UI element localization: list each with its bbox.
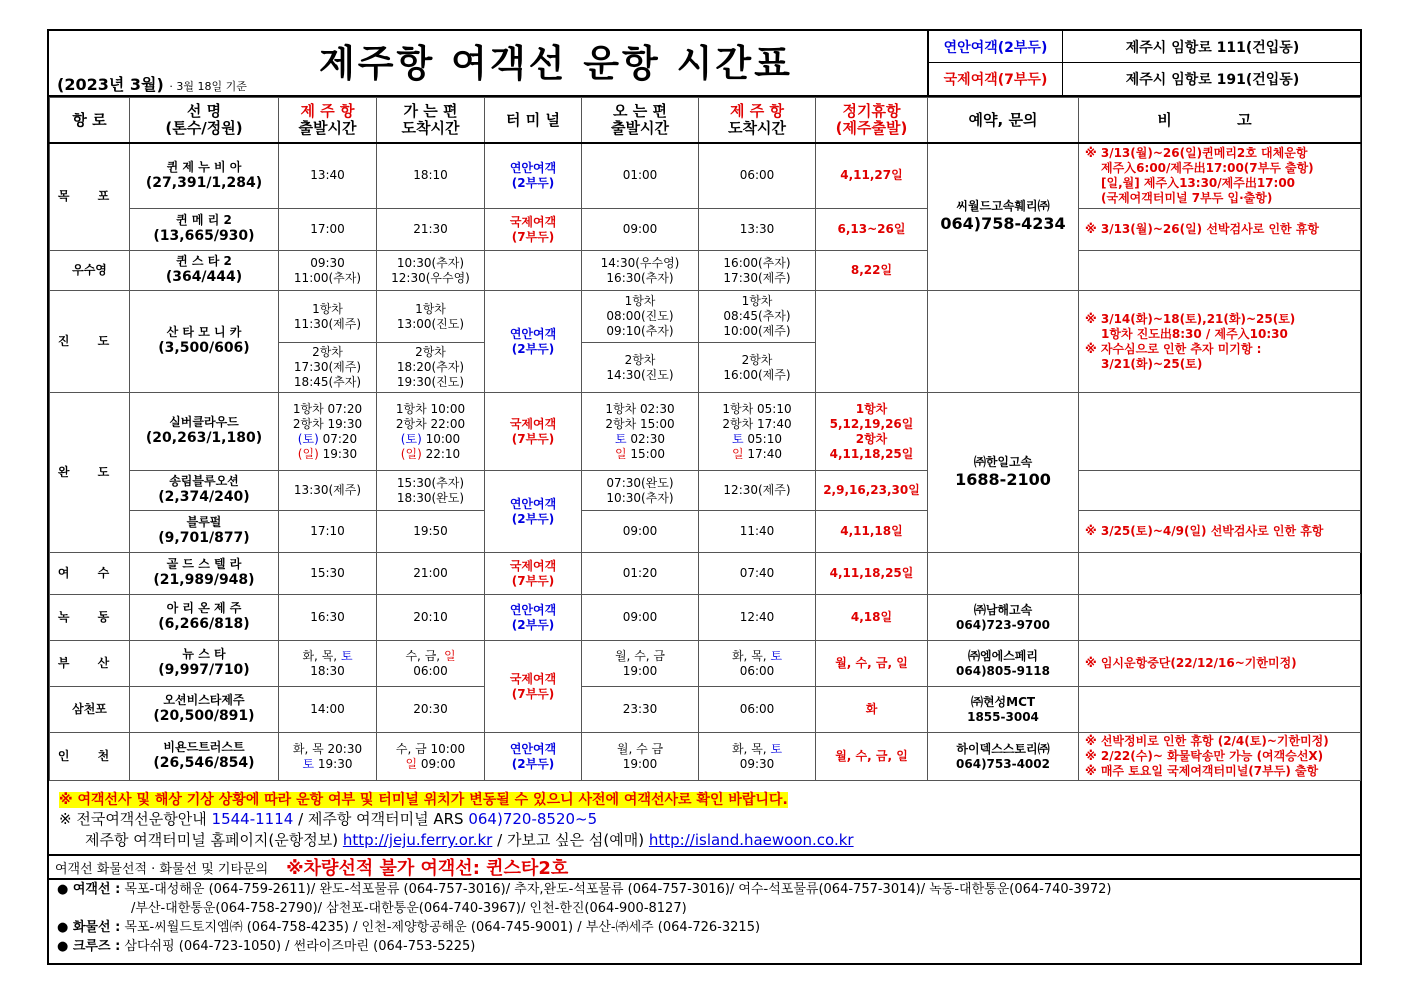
table-row bbox=[50, 291, 1361, 343]
arr-time: 18:10 bbox=[377, 143, 485, 209]
period-label: (2023년 3월) bbox=[57, 75, 164, 94]
route-cell: 녹 동 bbox=[50, 595, 130, 641]
rest-days: 2,9,16,23,30일 bbox=[816, 471, 928, 511]
island-link[interactable]: http://island.haewoon.co.kr bbox=[648, 831, 854, 849]
dep-time: 1항차 11:30(제주) bbox=[279, 291, 377, 343]
contact-cell: ㈜한일고속 1688-2100 bbox=[928, 393, 1079, 553]
ret-arr-time: 1항차 05:10 2항차 17:40 토 05:10 일 17:40 bbox=[699, 393, 816, 471]
contact-cell: ㈜남해고속 064)723-9700 bbox=[928, 595, 1079, 641]
period bbox=[57, 72, 247, 95]
terminal-cell: 국제여객 (7부두) bbox=[485, 553, 582, 595]
dep-time: 1항차 07:20 2항차 19:30 (토) 07:20 (일) 19:30 bbox=[279, 393, 377, 471]
rest-days: 8,22일 bbox=[816, 251, 928, 291]
contact-line: ● 화물선 : 목포-씨월드토지엠㈜ (064-758-4235) / 인천-제양항공해운 (064-745-9001) / 부산-㈜세주 (064-726-3215) bbox=[57, 920, 761, 935]
dep-time: 2항차 17:30(제주) 18:45(추자) bbox=[279, 343, 377, 393]
ship-cell: 실버클라우드 (20,263/1,180) bbox=[130, 393, 279, 471]
route-cell: 여 수 bbox=[50, 553, 130, 595]
contact-cell: 하이덱스스토리㈜ 064)753-4002 bbox=[928, 733, 1079, 781]
arr-time: 10:30(추자) 12:30(우수영) bbox=[377, 251, 485, 291]
table-row bbox=[50, 687, 1361, 733]
ret-dep-time: 09:00 bbox=[582, 209, 699, 251]
page-title: 제주항 여객선 운항 시간표 bbox=[319, 42, 793, 85]
ret-arr-time: 1항차 08:45(추자) 10:00(제주) bbox=[699, 291, 816, 343]
dep-time: 17:10 bbox=[279, 511, 377, 553]
ret-dep-time: 07:30(완도) 10:30(추자) bbox=[582, 471, 699, 511]
terminal-name: 연안여객(2부두) bbox=[929, 31, 1063, 62]
dep-time: 17:00 bbox=[279, 209, 377, 251]
header bbox=[49, 31, 1360, 97]
table-row bbox=[50, 553, 1361, 595]
col-route: 항 로 bbox=[50, 98, 130, 143]
remark-cell: ※ 3/13(월)~26(일)퀸메리2호 대체운항 제주入6:00/제주出17:00(7부두 출항) [일,월] 제주入13:30/제주出17:00 (국제여객터미널 7부두 입·출항) bbox=[1079, 143, 1361, 209]
table-row bbox=[50, 595, 1361, 641]
route-cell: 우수영 bbox=[50, 251, 130, 291]
ret-arr-time: 13:30 bbox=[699, 209, 816, 251]
table-header bbox=[50, 98, 1361, 143]
remark-cell: ※ 3/13(월)~26(일) 선박검사로 인한 휴항 bbox=[1079, 209, 1361, 251]
dep-time: 09:30 11:00(추자) bbox=[279, 251, 377, 291]
route-cell: 부 산 bbox=[50, 641, 130, 687]
ret-arr-time: 16:00(추자) 17:30(제주) bbox=[699, 251, 816, 291]
ret-dep-time: 2항차 14:30(진도) bbox=[582, 343, 699, 393]
ret-arr-time: 화, 목, 토 09:30 bbox=[699, 733, 816, 781]
col-rest: 정기휴항 (제주출발) bbox=[816, 98, 928, 143]
arr-time: 20:10 bbox=[377, 595, 485, 641]
remark-cell bbox=[928, 553, 1079, 595]
ret-arr-time: 06:00 bbox=[699, 687, 816, 733]
table-row bbox=[50, 471, 1361, 511]
route-cell: 인 천 bbox=[50, 733, 130, 781]
contact-line: ● 여객선 : 목포-대성해운 (064-759-2611)/ 완도-석포물류 (064-757-3016)/ 추자,완도-석포물류 (064-757-3016)/ 여수-석포물류(064-757-3014)/ 녹동-대한통운(064-740-3972) bbox=[57, 882, 1112, 897]
dep-time: 15:30 bbox=[279, 553, 377, 595]
route-cell: 진 도 bbox=[50, 291, 130, 393]
arr-time: 1항차 13:00(진도) bbox=[377, 291, 485, 343]
arr-time: 19:50 bbox=[377, 511, 485, 553]
terminal-address-box bbox=[927, 31, 1360, 95]
ret-dep-time: 1항차 08:00(진도) 09:10(추자) bbox=[582, 291, 699, 343]
ship-cell: 송림블루오션 (2,374/240) bbox=[130, 471, 279, 511]
ret-dep-time: 14:30(우수영) 16:30(추자) bbox=[582, 251, 699, 291]
dep-time: 16:30 bbox=[279, 595, 377, 641]
ship-cell: 블루펄 (9,701/877) bbox=[130, 511, 279, 553]
table-row bbox=[50, 251, 1361, 291]
arr-time: 21:30 bbox=[377, 209, 485, 251]
terminal-cell: 연안여객 (2부두) bbox=[485, 291, 582, 393]
rest-days: 월, 수, 금, 일 bbox=[816, 641, 928, 687]
arr-time: 21:00 bbox=[377, 553, 485, 595]
terminal-cell: 연안여객 (2부두) bbox=[485, 733, 582, 781]
ret-dep-time: 23:30 bbox=[582, 687, 699, 733]
col-go-arr: 가 는 편 도착시간 bbox=[377, 98, 485, 143]
dep-time: 화, 목 20:30 토 19:30 bbox=[279, 733, 377, 781]
homepage-link[interactable]: http://jeju.ferry.or.kr bbox=[342, 831, 493, 849]
remark-cell: ※ 임시운항중단(22/12/16~기한미정) bbox=[1079, 641, 1361, 687]
col-jeju-dep: 제 주 항 출발시간 bbox=[279, 98, 377, 143]
remark-cell bbox=[1079, 393, 1361, 471]
remark-cell bbox=[1079, 687, 1361, 733]
ret-arr-time: 12:40 bbox=[699, 595, 816, 641]
terminal-name: 국제여객(7부두) bbox=[929, 63, 1063, 95]
col-terminal: 터 미 널 bbox=[485, 98, 582, 143]
remark-cell: ※ 3/25(토)~4/9(일) 선박검사로 인한 휴항 bbox=[1079, 511, 1361, 553]
contact-cell: ㈜엠에스페리 064)805-9118 bbox=[928, 641, 1079, 687]
ret-arr-time: 11:40 bbox=[699, 511, 816, 553]
remark-cell bbox=[1079, 595, 1361, 641]
remark-cell: ※ 3/14(화)~18(토),21(화)~25(토) 1항차 진도出8:30 / 제주入10:30 ※ 자수심으로 인한 추자 미기항 : 3/21(화)~25(토) bbox=[1079, 291, 1361, 393]
ret-arr-time: 2항차 16:00(제주) bbox=[699, 343, 816, 393]
rest-days bbox=[816, 291, 928, 393]
terminal-cell bbox=[485, 251, 582, 291]
col-jeju-arr: 제 주 항 도착시간 bbox=[699, 98, 816, 143]
remark-cell bbox=[1079, 471, 1361, 511]
rest-days: 4,18일 bbox=[816, 595, 928, 641]
route-cell: 완 도 bbox=[50, 393, 130, 553]
remark-cell bbox=[1079, 251, 1361, 291]
ret-dep-time: 01:20 bbox=[582, 553, 699, 595]
col-contact: 예약, 문의 bbox=[928, 98, 1079, 143]
ret-arr-time: 07:40 bbox=[699, 553, 816, 595]
ship-cell: 골 드 스 텔 라 (21,989/948) bbox=[130, 553, 279, 595]
arr-time: 15:30(추자) 18:30(완도) bbox=[377, 471, 485, 511]
terminal-row bbox=[929, 31, 1362, 63]
ship-cell: 뉴 스 타 (9,997/710) bbox=[130, 641, 279, 687]
table-row bbox=[50, 143, 1361, 209]
table-row bbox=[50, 511, 1361, 553]
cargo-heading: 여객선 화물선적 · 화물선 및 기타문의 ※차량선적 불가 여객선: 퀸스타2호 bbox=[49, 856, 1360, 880]
contact-line: /부산-대한통운(064-758-2790)/ 삼천포-대한통운(064-740-3967)/ 인천-한진(064-900-8127) bbox=[131, 901, 687, 916]
homepage-line: 제주항 여객터미널 홈페이지(운항정보) http://jeju.ferry.or.kr / 가보고 싶은 섬(예매) http://island.haewoon.co.kr bbox=[85, 831, 854, 849]
terminal-address: 제주시 임항로 111(건입동) bbox=[1125, 39, 1300, 56]
contact-line: ● 크루즈 : 삼다쉬핑 (064-723-1050) / 썬라이즈마린 (064-753-5225) bbox=[57, 939, 476, 954]
dep-time: 13:40 bbox=[279, 143, 377, 209]
ret-arr-time: 화, 목, 토 06:00 bbox=[699, 641, 816, 687]
col-remark: 비 고 bbox=[1079, 98, 1361, 143]
rest-days: 4,11,27일 bbox=[816, 143, 928, 209]
ret-dep-time: 01:00 bbox=[582, 143, 699, 209]
rest-days: 4,11,18일 bbox=[816, 511, 928, 553]
schedule-table bbox=[49, 97, 1361, 781]
rest-days: 6,13~26일 bbox=[816, 209, 928, 251]
ship-cell: 퀸 제 누 비 아 (27,391/1,284) bbox=[130, 143, 279, 209]
table-row bbox=[50, 393, 1361, 471]
ret-dep-time: 1항차 02:30 2항차 15:00 토 02:30 일 15:00 bbox=[582, 393, 699, 471]
arr-time: 20:30 bbox=[377, 687, 485, 733]
ret-dep-time: 09:00 bbox=[582, 595, 699, 641]
ship-cell: 비욘드트러스트 (26,546/854) bbox=[130, 733, 279, 781]
ship-cell: 퀸 스 타 2 (364/444) bbox=[130, 251, 279, 291]
terminal-cell: 연안여객 (2부두) bbox=[485, 595, 582, 641]
remark-cell: ※ 선박정비로 인한 휴항 (2/4(토)~기한미정) ※ 2/22(수)~ 화물탁송만 가능 (여객승선X) ※ 매주 토요일 국제여객터미널(7부두) 출항 bbox=[1079, 733, 1361, 781]
rest-days: 4,11,18,25일 bbox=[816, 553, 928, 595]
footer-notice bbox=[49, 789, 1360, 851]
ship-cell: 산 타 모 니 카 (3,500/606) bbox=[130, 291, 279, 393]
info-line: ※ 전국여객선운항안내 1544-1114 / 제주항 여객터미널 ARS 064)720-8520~5 bbox=[59, 810, 598, 828]
terminal-cell: 연안여객 (2부두) bbox=[485, 143, 582, 209]
ret-arr-time: 12:30(제주) bbox=[699, 471, 816, 511]
arr-time: 1항차 10:00 2항차 22:00 (토) 10:00 (일) 22:10 bbox=[377, 393, 485, 471]
table-row bbox=[50, 209, 1361, 251]
cargo-contacts bbox=[49, 854, 1360, 965]
col-ship: 선 명 (톤수/정원) bbox=[130, 98, 279, 143]
timetable-page bbox=[47, 29, 1362, 965]
dep-time: 화, 목, 토 18:30 bbox=[279, 641, 377, 687]
warning: ※ 여객선사 및 해상 기상 상황에 따라 운항 여부 및 터미널 위치가 변동될 수 있으니 사전에 여객선사로 확인 바랍니다. bbox=[59, 792, 788, 808]
rest-days: 화 bbox=[816, 687, 928, 733]
terminal-cell: 국제여객 (7부두) bbox=[485, 641, 582, 733]
terminal-cell: 국제여객 (7부두) bbox=[485, 393, 582, 471]
terminal-address: 제주시 임항로 191(건입동) bbox=[1125, 72, 1300, 88]
table-row bbox=[50, 733, 1361, 781]
table-row bbox=[50, 641, 1361, 687]
route-cell: 목 포 bbox=[50, 143, 130, 251]
terminal-cell: 연안여객 (2부두) bbox=[485, 471, 582, 553]
contact-cell: 씨월드고속훼리㈜ 064)758-4234 bbox=[928, 143, 1079, 291]
dep-time: 13:30(제주) bbox=[279, 471, 377, 511]
arr-time: 2항차 18:20(추자) 19:30(진도) bbox=[377, 343, 485, 393]
dep-time: 14:00 bbox=[279, 687, 377, 733]
ship-cell: 아 리 온 제 주 (6,266/818) bbox=[130, 595, 279, 641]
terminal-cell: 국제여객 (7부두) bbox=[485, 209, 582, 251]
rest-days: 월, 수, 금, 일 bbox=[816, 733, 928, 781]
route-cell: 삼천포 bbox=[50, 687, 130, 733]
ret-arr-time: 06:00 bbox=[699, 143, 816, 209]
arr-time: 수, 금, 일 06:00 bbox=[377, 641, 485, 687]
rest-days: 1항차 5,12,19,26일 2항차 4,11,18,25일 bbox=[816, 393, 928, 471]
contact-cell bbox=[928, 291, 1079, 393]
terminal-row bbox=[929, 63, 1362, 95]
ship-cell: 오션비스타제주 (20,500/891) bbox=[130, 687, 279, 733]
arr-time: 수, 금 10:00 일 09:00 bbox=[377, 733, 485, 781]
contact-cell: ㈜현성MCT 1855-3004 bbox=[928, 687, 1079, 733]
col-ret-dep: 오 는 편 출발시간 bbox=[582, 98, 699, 143]
ret-dep-time: 09:00 bbox=[582, 511, 699, 553]
basis-date: · 3월 18일 기준 bbox=[169, 80, 247, 93]
ret-dep-time: 월, 수 금 19:00 bbox=[582, 733, 699, 781]
ship-cell: 퀸 메 리 2 (13,665/930) bbox=[130, 209, 279, 251]
ret-dep-time: 월, 수, 금 19:00 bbox=[582, 641, 699, 687]
